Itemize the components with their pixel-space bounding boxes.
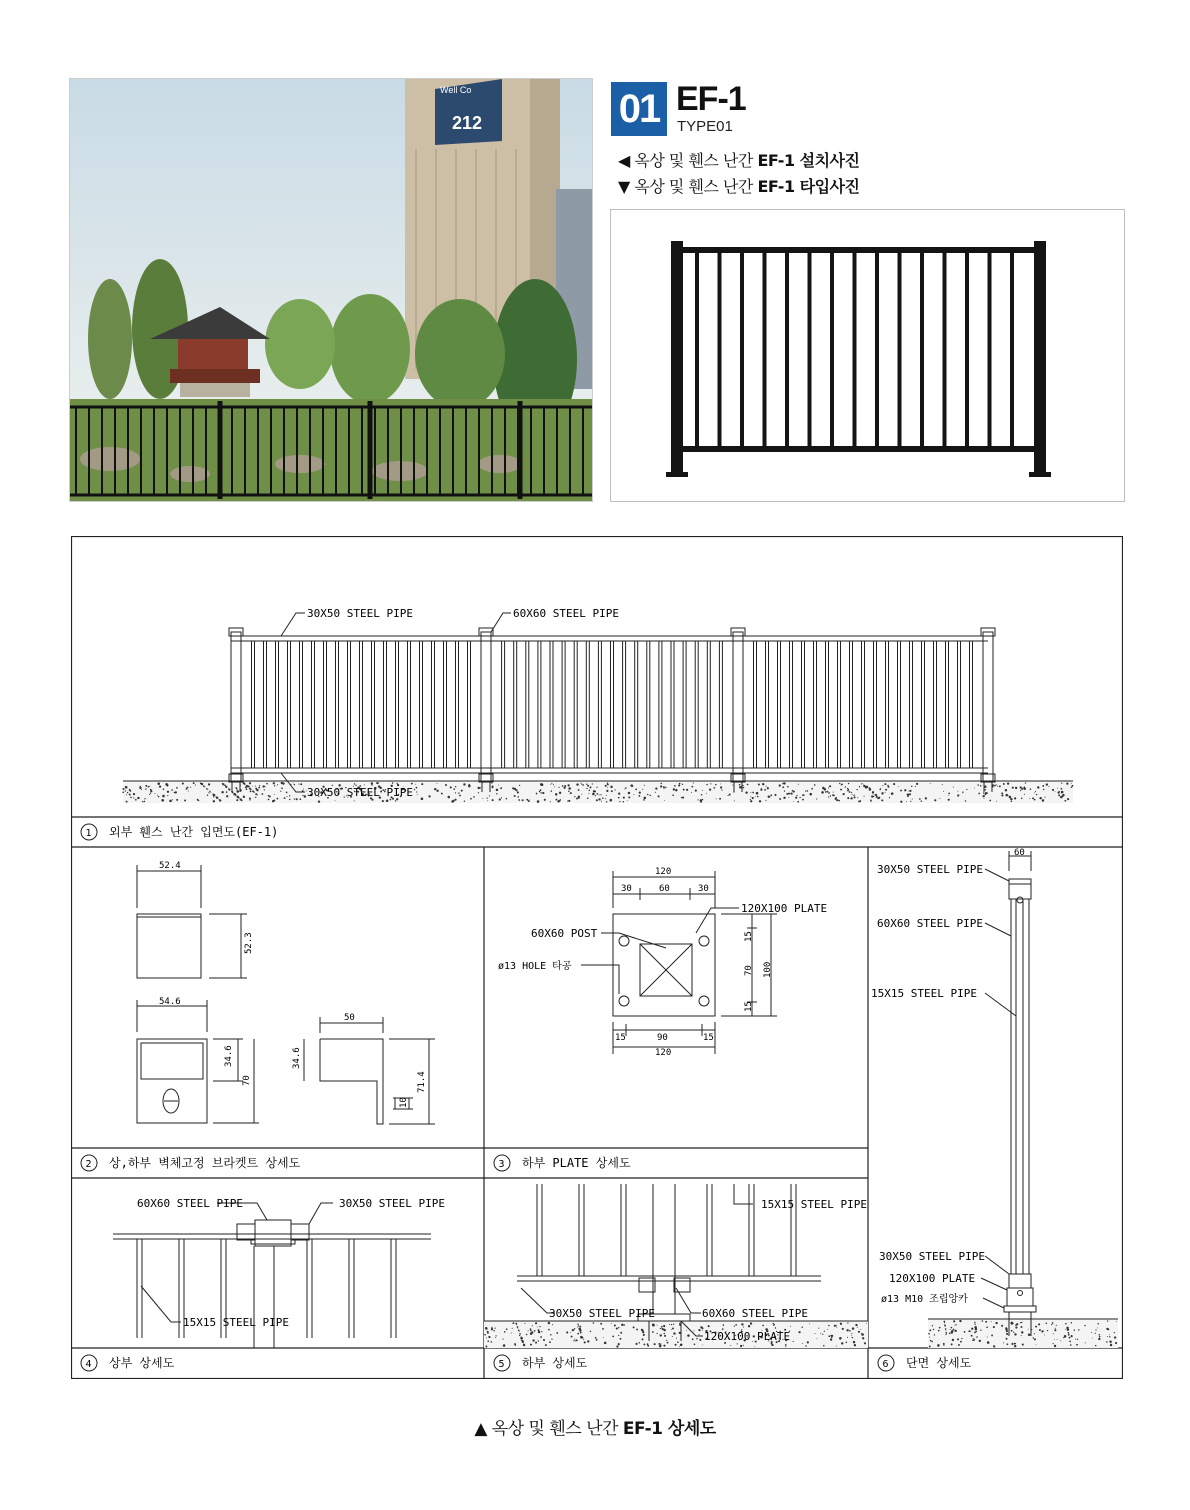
down-arrow-icon: ▼ bbox=[618, 177, 630, 196]
svg-text:15: 15 bbox=[703, 1033, 714, 1043]
svg-text:50: 50 bbox=[344, 1013, 355, 1023]
svg-text:60: 60 bbox=[659, 884, 670, 894]
model-name: EF-1 bbox=[676, 80, 746, 118]
svg-text:15: 15 bbox=[744, 931, 754, 942]
elevation-label-bottom: 30X50 STEEL PIPE bbox=[307, 786, 413, 799]
svg-text:120X100 PLATE: 120X100 PLATE bbox=[889, 1272, 976, 1285]
elevation-label-top-right: 60X60 STEEL PIPE bbox=[513, 607, 619, 620]
section-number-badge: 01 bbox=[611, 82, 667, 136]
svg-text:2: 2 bbox=[85, 1159, 92, 1170]
svg-text:60X60 STEEL PIPE: 60X60 STEEL PIPE bbox=[702, 1307, 808, 1320]
panel-label-2 bbox=[81, 1155, 301, 1171]
installation-photo-illustration bbox=[70, 79, 593, 502]
svg-text:10: 10 bbox=[399, 1097, 409, 1108]
svg-text:30: 30 bbox=[698, 884, 709, 894]
hole-label: ø13 HOLE 타공 bbox=[498, 961, 572, 972]
svg-text:120X100 PLATE: 120X100 PLATE bbox=[704, 1330, 791, 1343]
svg-text:30X50 STEEL PIPE: 30X50 STEEL PIPE bbox=[877, 863, 983, 876]
svg-text:4: 4 bbox=[85, 1359, 92, 1370]
svg-text:60: 60 bbox=[1014, 848, 1025, 858]
svg-text:15X15 STEEL PIPE: 15X15 STEEL PIPE bbox=[871, 987, 977, 1000]
svg-text:52.3: 52.3 bbox=[244, 932, 254, 954]
svg-text:15X15 STEEL PIPE: 15X15 STEEL PIPE bbox=[183, 1316, 289, 1329]
svg-text:100: 100 bbox=[763, 961, 773, 978]
svg-text:60X60 STEEL PIPE: 60X60 STEEL PIPE bbox=[877, 917, 983, 930]
top-detail-labels bbox=[137, 1197, 445, 1329]
bracket-detail bbox=[137, 865, 435, 1124]
svg-text:상부 상세도: 상부 상세도 bbox=[109, 1356, 175, 1370]
svg-text:120: 120 bbox=[655, 867, 672, 877]
elevation-drawing bbox=[122, 607, 1073, 803]
svg-text:상,하부 벽체고정 브라켓트 상세도: 상,하부 벽체고정 브라켓트 상세도 bbox=[109, 1156, 301, 1170]
drawing-caption: ▲ 옥상 및 휀스 난간 EF-1 상세도 bbox=[474, 1419, 716, 1439]
installation-photo bbox=[69, 78, 593, 502]
building-number: 212 bbox=[452, 113, 483, 133]
svg-text:30X50 STEEL PIPE: 30X50 STEEL PIPE bbox=[549, 1307, 655, 1320]
svg-text:30X50 STEEL PIPE: 30X50 STEEL PIPE bbox=[879, 1250, 985, 1263]
svg-text:ø13 M10 조립앙카: ø13 M10 조립앙카 bbox=[881, 1294, 968, 1305]
plate-label: 120X100 PLATE bbox=[741, 902, 828, 915]
cad-detail-drawing bbox=[71, 536, 1123, 1379]
svg-text:15: 15 bbox=[615, 1033, 626, 1043]
svg-text:5: 5 bbox=[498, 1359, 505, 1370]
model-type: TYPE01 bbox=[677, 118, 733, 135]
section-labels bbox=[871, 848, 1025, 1305]
svg-text:하부 PLATE 상세도: 하부 PLATE 상세도 bbox=[522, 1156, 631, 1170]
left-arrow-icon: ◀ bbox=[618, 151, 630, 170]
svg-text:120: 120 bbox=[655, 1048, 672, 1058]
svg-text:외부 휀스 난간 입면도(EF-1): 외부 휀스 난간 입면도(EF-1) bbox=[109, 825, 279, 839]
svg-text:15X15 STEEL PIPE: 15X15 STEEL PIPE bbox=[761, 1198, 867, 1211]
svg-text:60X60 STEEL PIPE: 60X60 STEEL PIPE bbox=[137, 1197, 243, 1210]
svg-text:1: 1 bbox=[85, 828, 92, 839]
svg-text:단면 상세도: 단면 상세도 bbox=[906, 1356, 972, 1370]
up-arrow-icon: ▲ bbox=[474, 1419, 487, 1439]
svg-text:70: 70 bbox=[242, 1075, 252, 1086]
post-label: 60X60 POST bbox=[531, 927, 598, 940]
building-sign-text: Well Co bbox=[440, 85, 472, 95]
svg-text:70: 70 bbox=[744, 965, 754, 976]
panel-label-4 bbox=[81, 1355, 175, 1371]
install-photo-caption: ◀ 옥상 및 휀스 난간 EF-1 설치사진 bbox=[618, 151, 860, 170]
svg-text:하부 상세도: 하부 상세도 bbox=[522, 1356, 588, 1370]
svg-text:52.4: 52.4 bbox=[159, 861, 181, 871]
fence-product-illustration bbox=[611, 210, 1124, 501]
svg-text:34.6: 34.6 bbox=[292, 1047, 302, 1069]
svg-text:71.4: 71.4 bbox=[417, 1071, 427, 1093]
svg-text:30X50 STEEL PIPE: 30X50 STEEL PIPE bbox=[339, 1197, 445, 1210]
type-photo bbox=[610, 209, 1125, 502]
svg-text:30: 30 bbox=[621, 884, 632, 894]
svg-text:90: 90 bbox=[657, 1033, 668, 1043]
base-plate-dimensions bbox=[498, 867, 827, 1058]
panel-label-3 bbox=[494, 1155, 631, 1171]
svg-text:15: 15 bbox=[744, 1001, 754, 1012]
svg-text:3: 3 bbox=[498, 1159, 505, 1170]
bracket-dimensions bbox=[159, 861, 427, 1108]
panel-label-6 bbox=[878, 1355, 972, 1371]
panel-label-1 bbox=[81, 824, 278, 840]
type-photo-caption: ▼ 옥상 및 휀스 난간 EF-1 타입사진 bbox=[618, 177, 860, 196]
panel-label-5 bbox=[494, 1355, 588, 1371]
base-plate-detail bbox=[581, 871, 777, 1054]
elevation-label-top-left: 30X50 STEEL PIPE bbox=[307, 607, 413, 620]
svg-text:54.6: 54.6 bbox=[159, 997, 181, 1007]
svg-text:34.6: 34.6 bbox=[224, 1045, 234, 1067]
svg-text:6: 6 bbox=[882, 1359, 889, 1370]
